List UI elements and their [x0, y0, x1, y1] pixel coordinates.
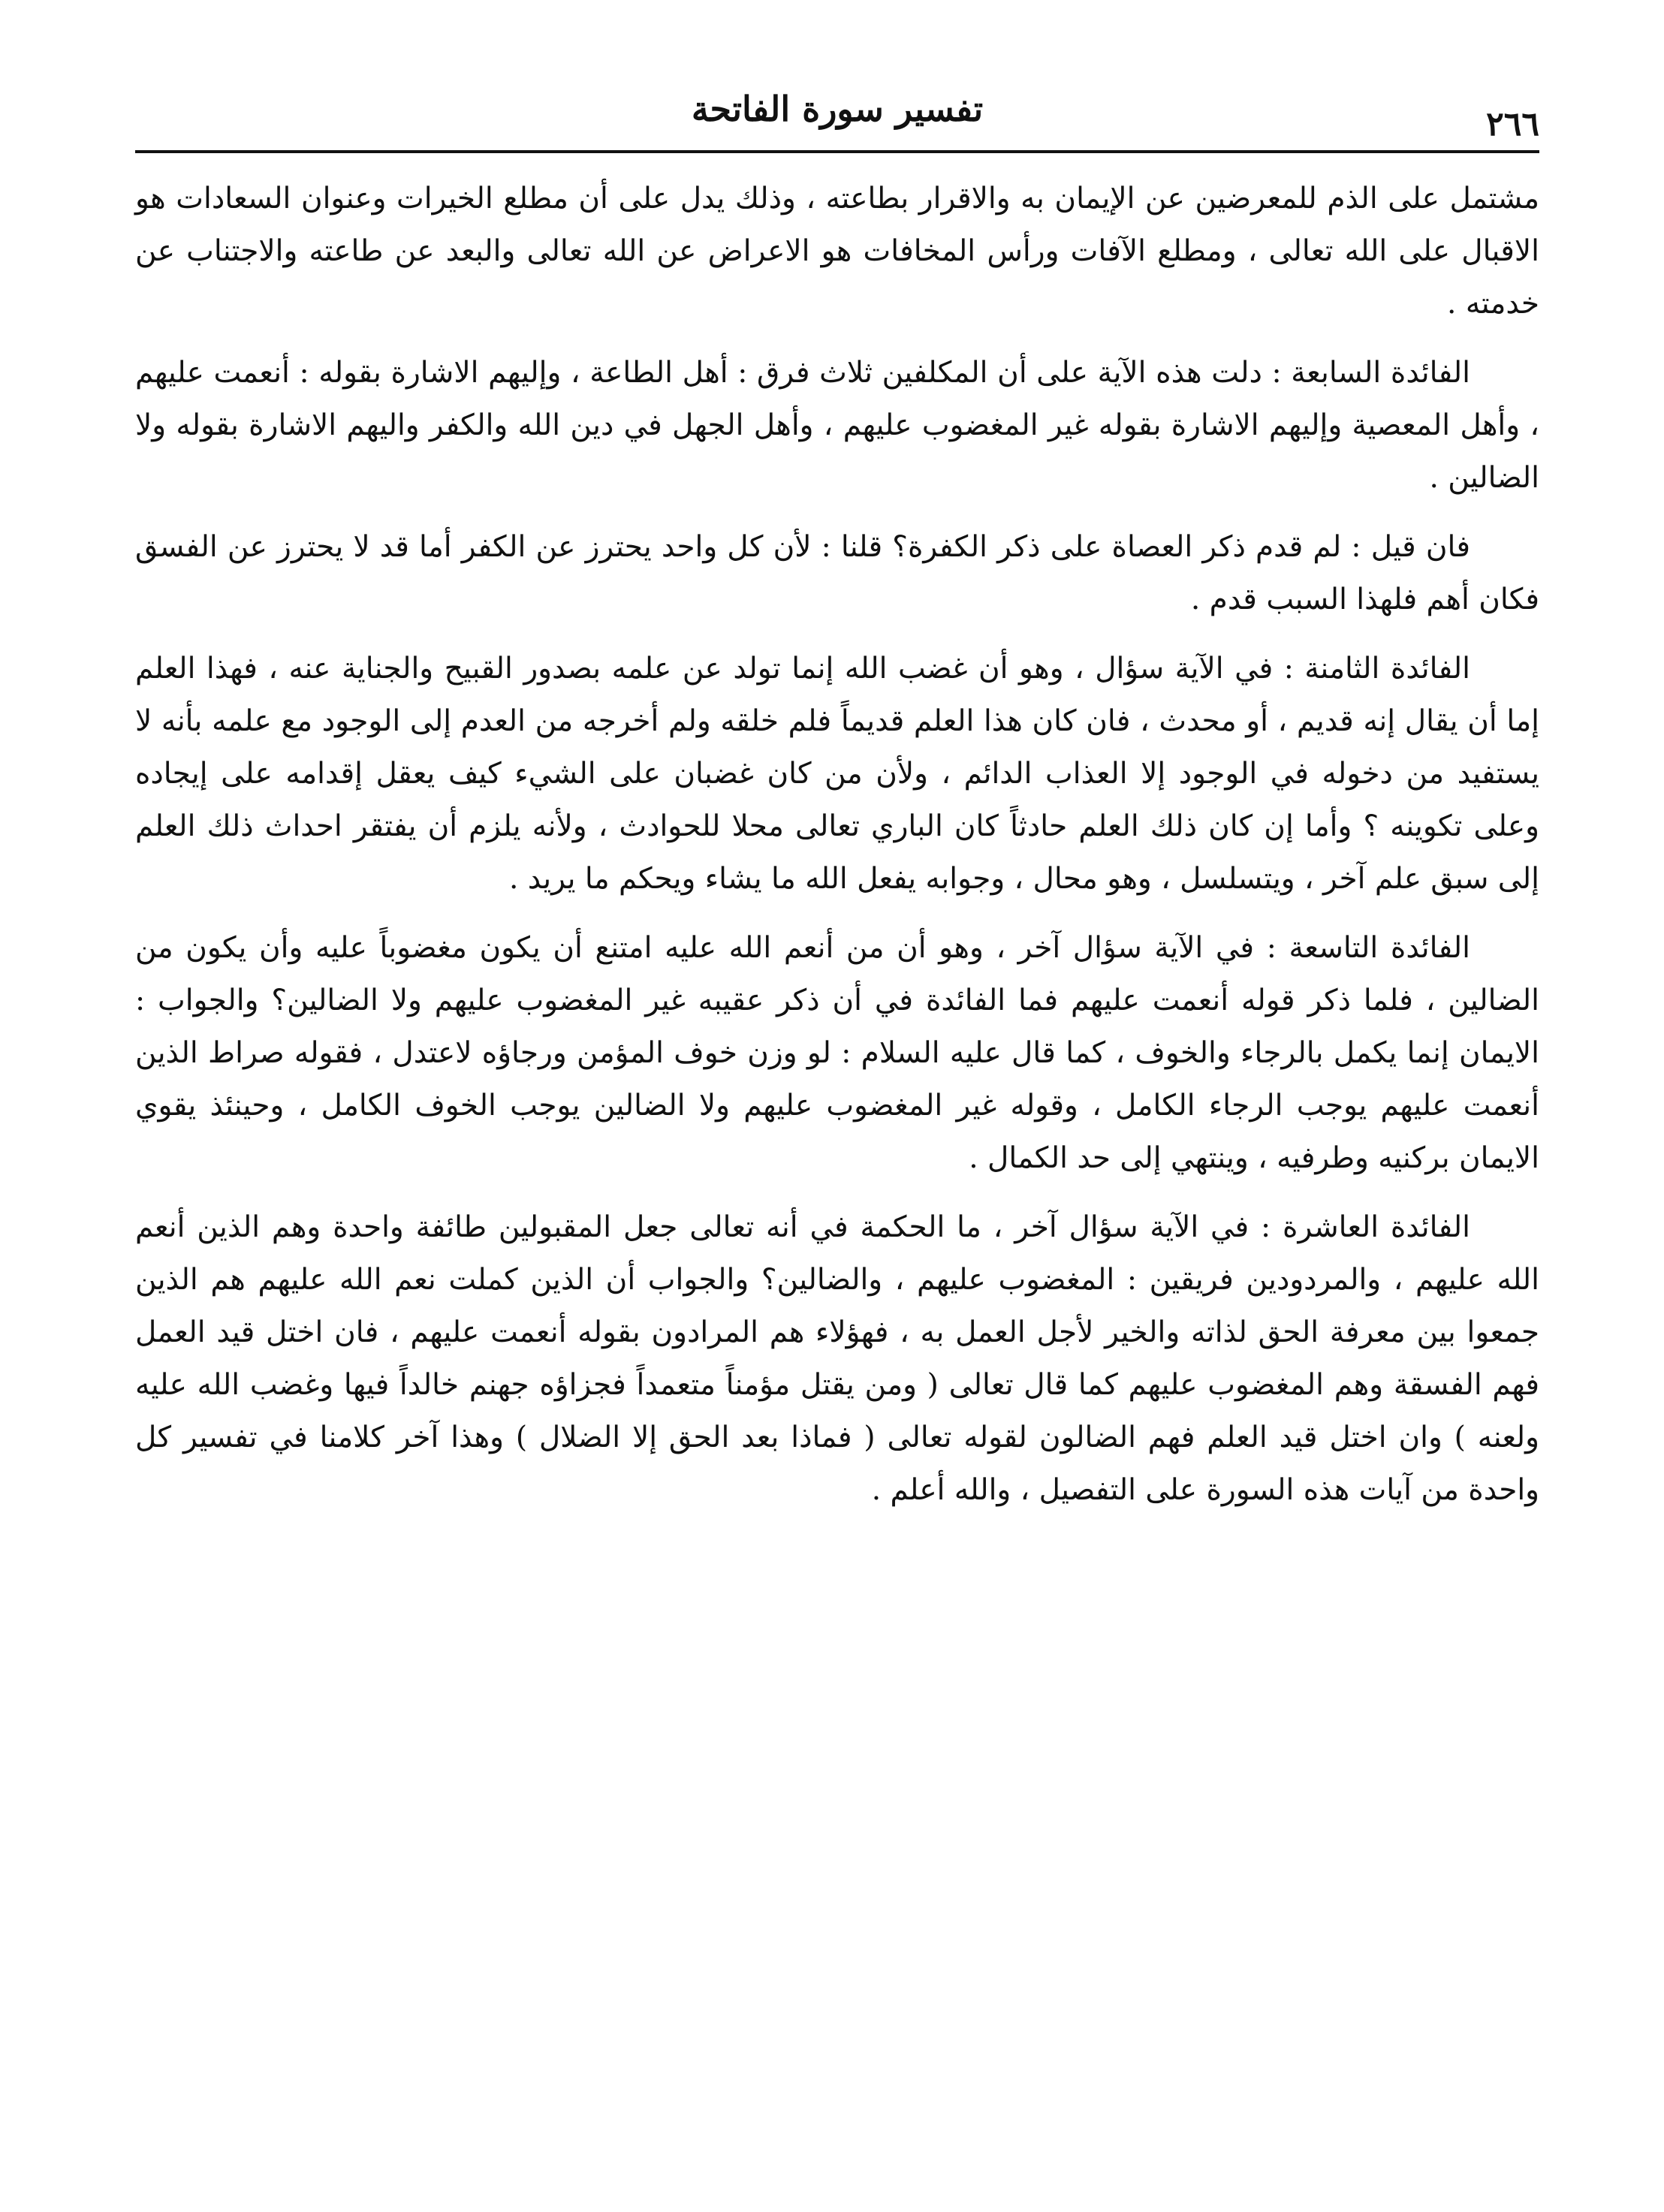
paragraph-ninth-benefit: الفائدة التاسعة : في الآية سؤال آخر ، وهو أن من أنعم الله عليه امتنع أن يكون مغضوباً عليه وأن يكون من الضالين ، فلما ذكر قوله أنعمت عليهم فما الفائدة في أن ذكر عقيبه غير المغضوب عليهم ولا الضالين؟ والجواب : الايمان إنما يكمل بالرجاء والخوف ، كما قال عليه السلام : لو وزن خوف المؤمن ورجاؤه لاعتدل ، فقوله صراط الذين أنعمت عليهم يوجب الرجاء الكامل ، وقوله غير المغضوب عليهم ولا الضالين يوجب الخوف الكامل ، وحينئذ يقوي الايمان بركنيه وطرفيه ، وينتهي إلى حد الكمال .: [135, 931, 1540, 1175]
running-header: [135, 83, 1539, 153]
paragraph-seventh-benefit: الفائدة السابعة : دلت هذه الآية على أن المكلفين ثلاث فرق : أهل الطاعة ، وإليهم الاشارة بقوله : أنعمت عليهم ، وأهل المعصية وإليهم الاشارة بقوله غير المغضوب عليهم ، وأهل الجهل في دين الله والكفر واليهم الاشارة بقوله ولا الضالين .: [135, 356, 1539, 495]
paragraph-tenth-benefit: الفائدة العاشرة : في الآية سؤال آخر ، ما الحكمة في أنه تعالى جعل المقبولين طائفة واحدة وهم الذين أنعم الله عليهم ، والمردودين فريقين : المغضوب عليهم ، والضالين؟ والجواب أن الذين كملت نعم الله عليهم هم الذين جمعوا بين معرفة الحق لذاته والخير لأجل العمل به ، فهؤلاء هم المرادون بقوله أنعمت عليهم ، فان اختل قيد العمل فهم الفسقة وهم المغضوب عليهم كما قال تعالى ( ومن يقتل مؤمناً متعمداً فجزاؤه جهنم خالداً فيها وغضب الله عليه ولعنه ) وان اختل قيد العلم فهم الضالون لقوله تعالى ( فماذا بعد الحق إلا الضلال ) وهذا آخر كلامنا في تفسير كل واحدة من آيات هذه السورة على التفصيل ، والله أعلم .: [135, 1210, 1539, 1507]
book-page: [135, 83, 1539, 2155]
paragraph-continuation: مشتمل على الذم للمعرضين عن الإيمان به والاقرار بطاعته ، وذلك يدل على أن مطلع الخيرات وعنوان السعادات هو الاقبال على الله تعالى ، ومطلع الآفات ورأس المخافات هو الاعراض عن الله تعالى والبعد عن طاعته والاجتناب عن خدمته .: [135, 182, 1539, 321]
page-number: ٢٦٦: [1486, 105, 1539, 143]
page-body: [135, 173, 1539, 1517]
paragraph-question-answer: فان قيل : لم قدم ذكر العصاة على ذكر الكفرة؟ قلنا : لأن كل واحد يحترز عن الكفر أما قد لا يحترز عن الفسق فكان أهم فلهذا السبب قدم .: [135, 530, 1539, 616]
running-title: تفسير سورة الفاتحة: [691, 89, 984, 129]
paragraph-eighth-benefit: الفائدة الثامنة : في الآية سؤال ، وهو أن غضب الله إنما تولد عن علمه بصدور القبيح والجناية عنه ، فهذا العلم إما أن يقال إنه قديم ، أو محدث ، فان كان هذا العلم قديماً فلم خلقه ولم أخرجه من العدم إلى الوجود مع علمه بأنه لا يستفيد من دخوله في الوجود إلا العذاب الدائم ، ولأن من كان غضبان على الشيء كيف يعقل إقدامه على إيجاده وعلى تكوينه ؟ وأما إن كان ذلك العلم حادثاً كان الباري تعالى محلا للحوادث ، ولأنه يلزم أن يفتقر احداث ذلك العلم إلى سبق علم آخر ، ويتسلسل ، وهو محال ، وجوابه يفعل الله ما يشاء ويحكم ما يريد .: [135, 652, 1539, 896]
